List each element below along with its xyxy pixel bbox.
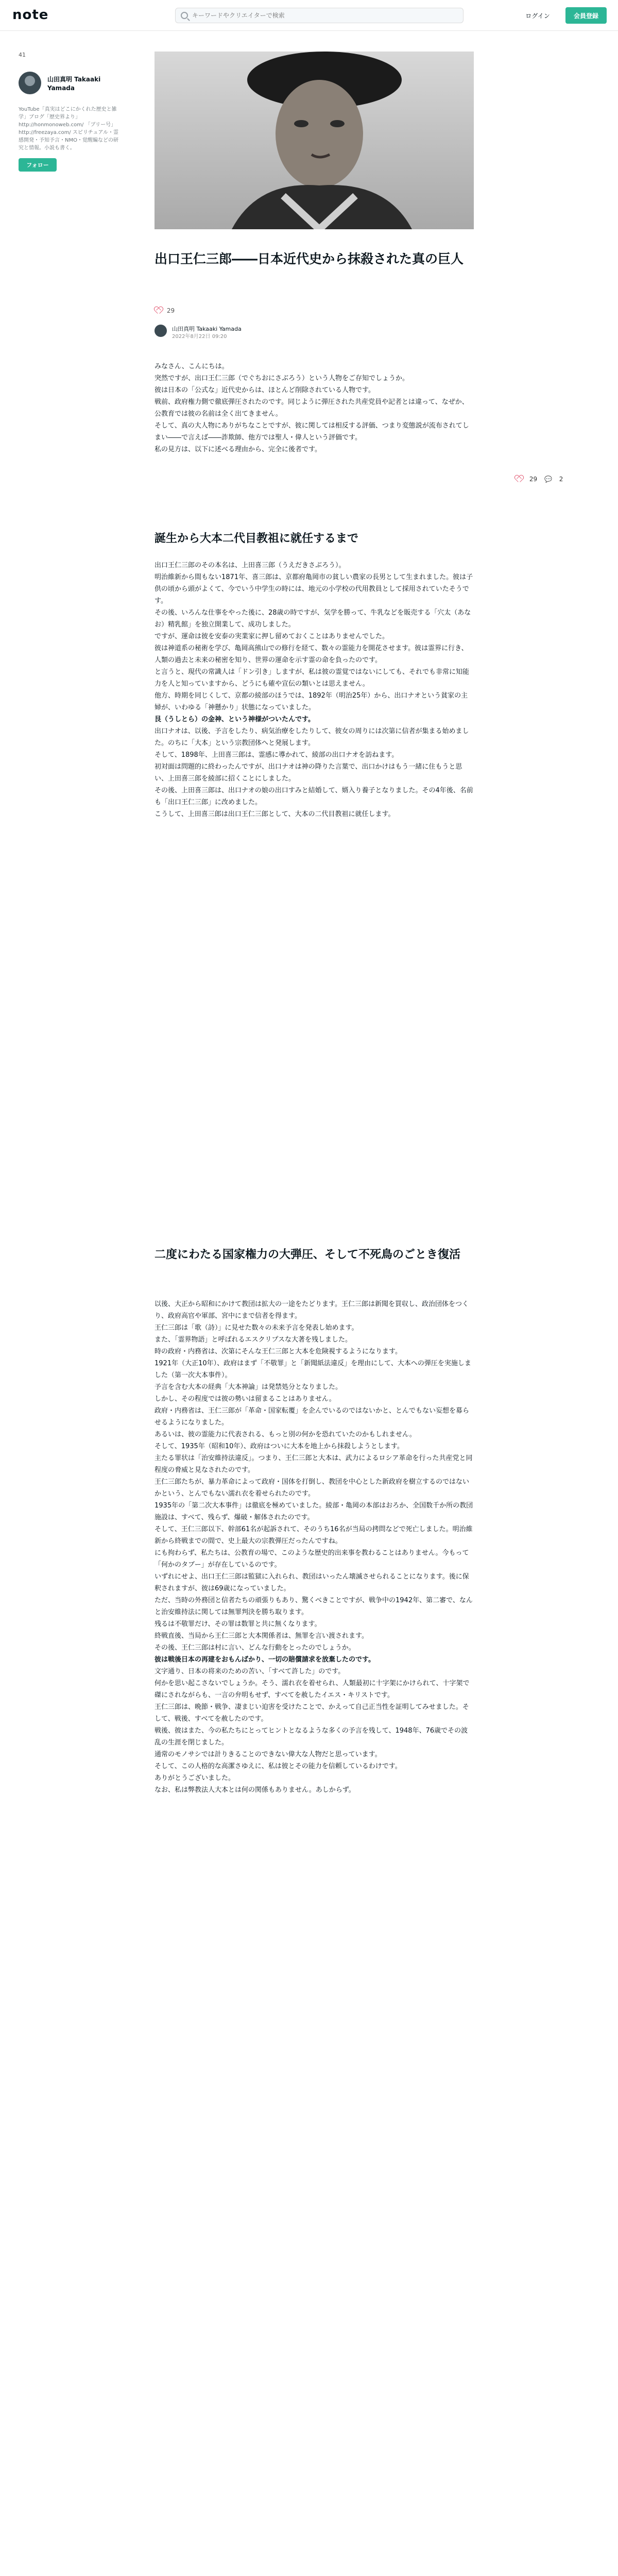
article-author-name[interactable]: 山田真明 Takaaki Yamada <box>172 326 242 332</box>
title-like-row <box>154 307 175 314</box>
paragraph: いずれにせよ、出口王仁三郎は監獄に入れられ、教団はいったん壊滅させられることになります。後に保釈されますが、彼は69歳になっていました。 <box>154 1573 469 1592</box>
paragraph: 何かを思い起こさないでしょうか。そう、濡れ衣を着せられ、人類最初に十字架にかけられて、十字架で磔にされながらも、一言の弁明もせず、すべてを赦したイエス・キリストです。 <box>154 1680 470 1699</box>
paragraph: 時の政府・内務省は、次第にそんな王仁三郎と大本を危険視するようになります。 <box>154 1348 402 1355</box>
register-button[interactable]: 会員登録 <box>565 7 607 24</box>
paragraph: 終戦直後、当局から王仁三郎と大本関係者は、無罪を言い渡されます。 <box>154 1632 368 1640</box>
paragraph: そして、1898年、上田喜三郎は、霊感に導かれて、綾部の出口ナオを訪ねます。 <box>154 751 399 759</box>
float-like-count: 29 <box>529 476 538 483</box>
paragraph: 王仁三郎は、晩節・戦争、凄まじい迫害を受けたことで、かえって自己正当性を証明してみせました。そして、戦後、すべてを赦したのです。 <box>154 1703 469 1723</box>
article-author[interactable] <box>154 323 360 343</box>
paragraph: その後、いろんな仕事をやった後に、28歳の時ですが、気学を勝って、牛乳などを販売する「穴太（あなお）精乳館」を独立開業して、成功しました。 <box>154 609 471 629</box>
note-logo[interactable]: note <box>12 7 49 23</box>
paragraph: 出口ナオは、以後、予言をしたり、病気治療をしたりして、彼女の周りには次第に信者が集まる始めました。のちに「大本」という宗教団体へと発展します。 <box>154 727 469 747</box>
paragraph: にも拘わらず、私たちは、公教育の場で、このような歴史的出来事を教わることはありません。今もって「何かのタブー」が存在しているのです。 <box>154 1549 469 1569</box>
paragraph: ただ、当時の外務団と信者たちの頑張りもあり、驚くべきことですが、戦争中の1942年、第二審で、なんと治安維持法に関しては無罪判決を勝ち取ります。 <box>154 1597 473 1616</box>
sidebar-author-name[interactable]: 山田真明 Takaaki Yamada <box>47 76 101 92</box>
title-like-count: 29 <box>166 307 175 314</box>
paragraph: みなさん、こんにちは。 <box>154 363 229 370</box>
login-button[interactable]: ログイン <box>520 8 555 23</box>
heart-icon[interactable] <box>515 476 522 482</box>
paragraph: そして、真の大人物にありがちなことですが、彼に関しては相反する評価、つまり変態説が流布されてしまい――で言えば――詐欺師、他方では聖人・偉人という評価です。 <box>154 422 469 442</box>
paragraph: そして、この人格的な高潔さゆえに、私は彼とその能力を信頼しているわけです。 <box>154 1762 402 1770</box>
sidebar-author-bio: YouTube「真実はどこにかくれた歴史と雑学」ブログ「歴史界より」 http://honmonoweb.com/ 「ブリー号」 http://freezaya.com/ スピリチュアル・霊感開発・予知予言・NMO・覚醒編などの研究と情報。小説も書く。 <box>19 107 118 151</box>
paragraph: 初対面は問題的に終わったんですが、出口ナオは神の降りた言葉で、出口かけはもう一緒に住もうと思い、上田喜三郎を綾部に招くことにしました。 <box>154 763 462 783</box>
paragraph: 他方、時期を同じくして、京都の綾部のほうでは、1892年（明治25年）から、出口ナオという貧家の主婦が、いわゆる「神懸かり」状態になっていました。 <box>154 692 468 711</box>
search-icon <box>181 12 188 19</box>
sidebar-follow-button[interactable]: フォロー <box>19 158 57 172</box>
section-heading-birth: 誕生から大本二代目教祖に就任するまで <box>154 532 359 545</box>
article-intro <box>154 361 474 455</box>
top-header <box>0 0 618 31</box>
section-suppression <box>154 1298 474 1796</box>
paragraph: しかし、その程度では彼の勢いは留まることはありません。 <box>154 1395 336 1403</box>
comment-icon[interactable]: 💬 <box>544 476 552 483</box>
paragraph: 文字通り、日本の将来のための苦い、「すべて許した」のです。 <box>154 1668 345 1675</box>
paragraph: 彼は日本の「公式な」近代史からは、ほとんど削除されている人物です。 <box>154 386 375 394</box>
paragraph: 1921年（大正10年）、政府はまず「不敬罪」と「新聞紙法違反」を理由にして、大本への弾圧を実施しました（第一次大本事件）。 <box>154 1360 471 1379</box>
paragraph: 以後、大正から昭和にかけて教団は拡大の一途をたどります。王仁三郎は新聞を買収し、政治団体をつくり、政府高官や軍部、宮中にまで信者を得ます。 <box>154 1300 469 1320</box>
sidebar-like-count: 41 <box>19 52 26 58</box>
paragraph: あるいは、彼の霊能力に代表される、もっと別の何かを恐れていたのかもしれません。 <box>154 1431 416 1438</box>
paragraph: 突然ですが、出口王仁三郎（でぐちおにさぶろう）という人物をご存知でしょうか。 <box>154 375 409 382</box>
paragraph: と言うと、現代の常識人は「ドン引き」しますが、私は彼の霊覚ではないにしても、それでも非常に知能力を人と知っていますから、どうにも確や宣伝の類いとは思えません。 <box>154 668 470 688</box>
float-comment-count: 2 <box>559 476 563 483</box>
paragraph: 私の見方は、以下に述べる理由から、完全に後者です。 <box>154 446 321 453</box>
paragraph: 王仁三郎は「歌（詩）」に見せた数々の未来予言を発表し始めます。 <box>154 1324 358 1332</box>
portrait-photo <box>154 52 474 229</box>
heart-icon[interactable] <box>154 307 162 313</box>
paragraph: 主たる罪状は「治安維持法違反」。つまり、王仁三郎と大本は、武力によるロシア革命を行った共産党と同程度の脅威と見なされたのです。 <box>154 1454 473 1474</box>
paragraph: その後、王仁三郎は村に言い、どんな行動をとったのでしょうか。 <box>154 1644 355 1652</box>
section-heading-suppression: 二度にわたる国家権力の大弾圧、そして不死鳥のごとき復活 <box>154 1248 461 1261</box>
paragraph: 艮（うしとら）の金神、という神様がついたんです。 <box>154 716 315 723</box>
hero-image <box>154 52 474 229</box>
paragraph: 彼は戦後日本の再建をおもんばかり、一切の賠償請求を放棄したのです。 <box>154 1656 375 1664</box>
paragraph: そして、王仁三郎以下、幹部61名が起訴されて、そのうち16名が当局の拷問などで死亡しました。明治維新から終戦までの間で、史上最大の宗教弾圧だったんですね。 <box>154 1526 473 1545</box>
paragraph: 1935年の「第二次大本事件」は徹底を極めていました。綾部・亀岡の本部はおろか、全国数千か所の教団施設は、すべて、残らず、爆破・解体されたのです。 <box>154 1502 473 1521</box>
paragraph: 彼は神道系の秘術を学び、亀岡高熊山での修行を経て、数々の霊能力を開花させます。彼は霊界に行き、人類の過去と未来の秘密を知り、世界の運命を示す霊の命を負ったのです。 <box>154 645 468 664</box>
article-title: 出口王仁三郎――日本近代史から抹殺された真の巨人 <box>154 251 464 266</box>
paragraph: 通常のモノサシでは計りきることのできない偉大な人物だと思っています。 <box>154 1751 382 1758</box>
paragraph: ありがとうございました。 <box>154 1774 235 1782</box>
paragraph: その後、上田喜三郎は、出口ナオの娘の出口すみと結婚して、婿入り養子となりました。その4年後、名前も「出口王仁三郎」に改めました。 <box>154 787 473 806</box>
paragraph: 明治維新から間もない1871年、喜三郎は、京都府亀岡市の貧しい農家の長男として生まれました。彼は子供の頃から頭がよくて、今でいう中学生の時には、地元の小学校の代用教員として採用されていたそうです。 <box>154 573 473 605</box>
paragraph: 戦後、彼はまた、今の私たちにとってヒントとなるような多くの予言を残して、1948年、76歳でその波乱の生涯を閉じました。 <box>154 1727 468 1747</box>
search-input[interactable] <box>192 10 455 21</box>
author-sidebar <box>19 52 127 172</box>
article-date: 2022年8月22日 09:20 <box>172 334 227 340</box>
paragraph: また、「霊界物語」と呼ばれるエスクリプスな大著を残しました。 <box>154 1336 352 1344</box>
avatar[interactable] <box>154 325 167 337</box>
paragraph: 残るは不敬罪だけ、その罪は数罪と共に無くなります。 <box>154 1620 321 1628</box>
paragraph: なお、私は弊教法人大本とは何の関係もありません。あしからず。 <box>154 1786 355 1794</box>
paragraph: 予言を含む大本の経典「大本神論」は発禁処分となりました。 <box>154 1383 342 1391</box>
floating-actions <box>515 476 568 483</box>
paragraph: 戦前、政府権力側で徹底弾圧されたのです。同じように弾圧された共産党員や記者とは違って、なぜか、公教育では彼の名前は全く出てきません。 <box>154 398 469 418</box>
paragraph: 王仁三郎たちが、暴力革命によって政府・国体を打倒し、教団を中心とした新政府を樹立するのではないかという、とんでもない濡れ衣を着せられたのです。 <box>154 1478 470 1498</box>
paragraph: ですが、運命は彼を安泰の実業家に押し留めておくことはありませんでした。 <box>154 633 389 640</box>
paragraph: そして、1935年（昭和10年）、政府はついに大本を地上から抹殺しようとします。 <box>154 1443 404 1450</box>
avatar[interactable] <box>19 72 41 94</box>
paragraph: こうして、上田喜三郎は出口王仁三郎として、大本の二代目教祖に就任します。 <box>154 810 395 818</box>
search-box[interactable] <box>175 8 464 23</box>
paragraph: 政府・内務省は、王仁三郎が「革命・国家転覆」を企んでいるのではないかと、とんでもない妄想を募らせるようになりました。 <box>154 1407 470 1427</box>
paragraph: 出口王仁三郎のその本名は、上田喜三郎（うえだきさぶろう）。 <box>154 562 346 569</box>
section-birth <box>154 560 474 820</box>
